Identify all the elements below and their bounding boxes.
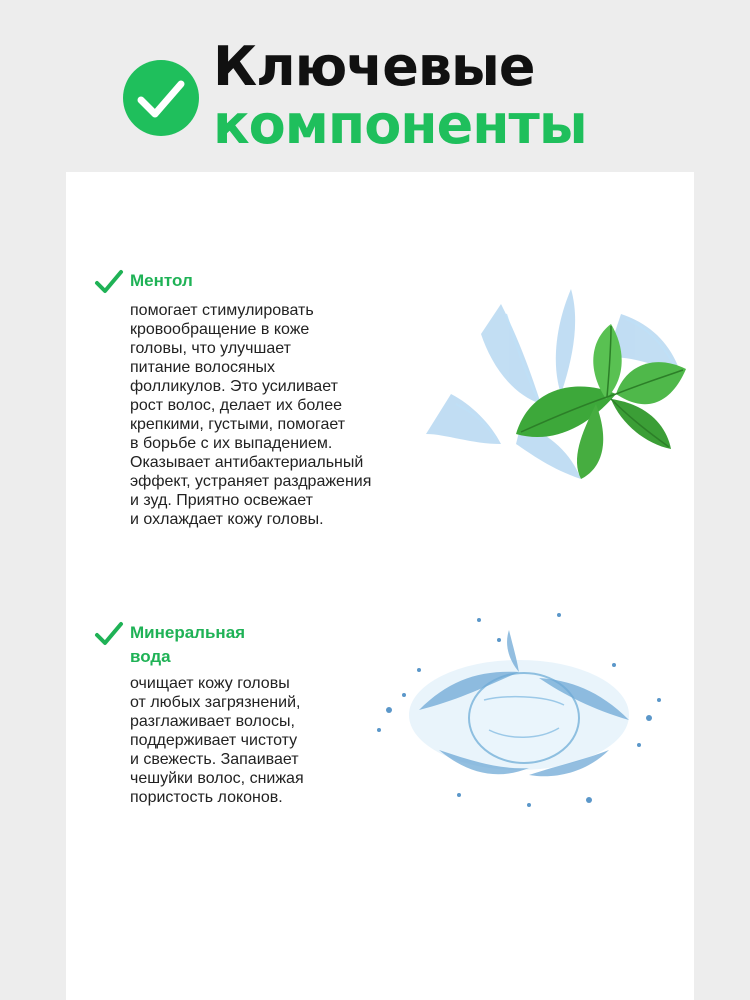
content-card bbox=[66, 172, 694, 1000]
page-title-line2: компоненты bbox=[213, 93, 587, 156]
ingredient-title: Ментол bbox=[130, 271, 193, 290]
mint-leaves-illustration bbox=[421, 284, 691, 484]
water-splash-illustration bbox=[359, 600, 669, 820]
ingredient-title: Минеральная вода bbox=[130, 623, 246, 666]
ingredient-description: помогает стимулировать кровообращение в коже головы, что улучшает питание волосяных фолликулов. Это усиливает рост волос, делает их более крепкими, густыми, помогает в борьбе с их выпадением. Оказывает антибактериальный эффект, устраняет раздражения и зуд. Приятно освежает и охлаждает кожу головы. bbox=[130, 302, 372, 528]
ingredient-description: очищает кожу головы от любых загрязнений, разглаживает волосы, поддерживает чистоту и свежесть. Запаивает чешуйки волос, снижая пористость локонов. bbox=[130, 675, 304, 806]
check-circle-icon bbox=[123, 60, 199, 136]
checkmark-icon bbox=[94, 269, 124, 295]
checkmark-icon bbox=[94, 621, 124, 647]
page-title bbox=[213, 35, 587, 156]
page-title-line1: Ключевые bbox=[213, 35, 535, 98]
